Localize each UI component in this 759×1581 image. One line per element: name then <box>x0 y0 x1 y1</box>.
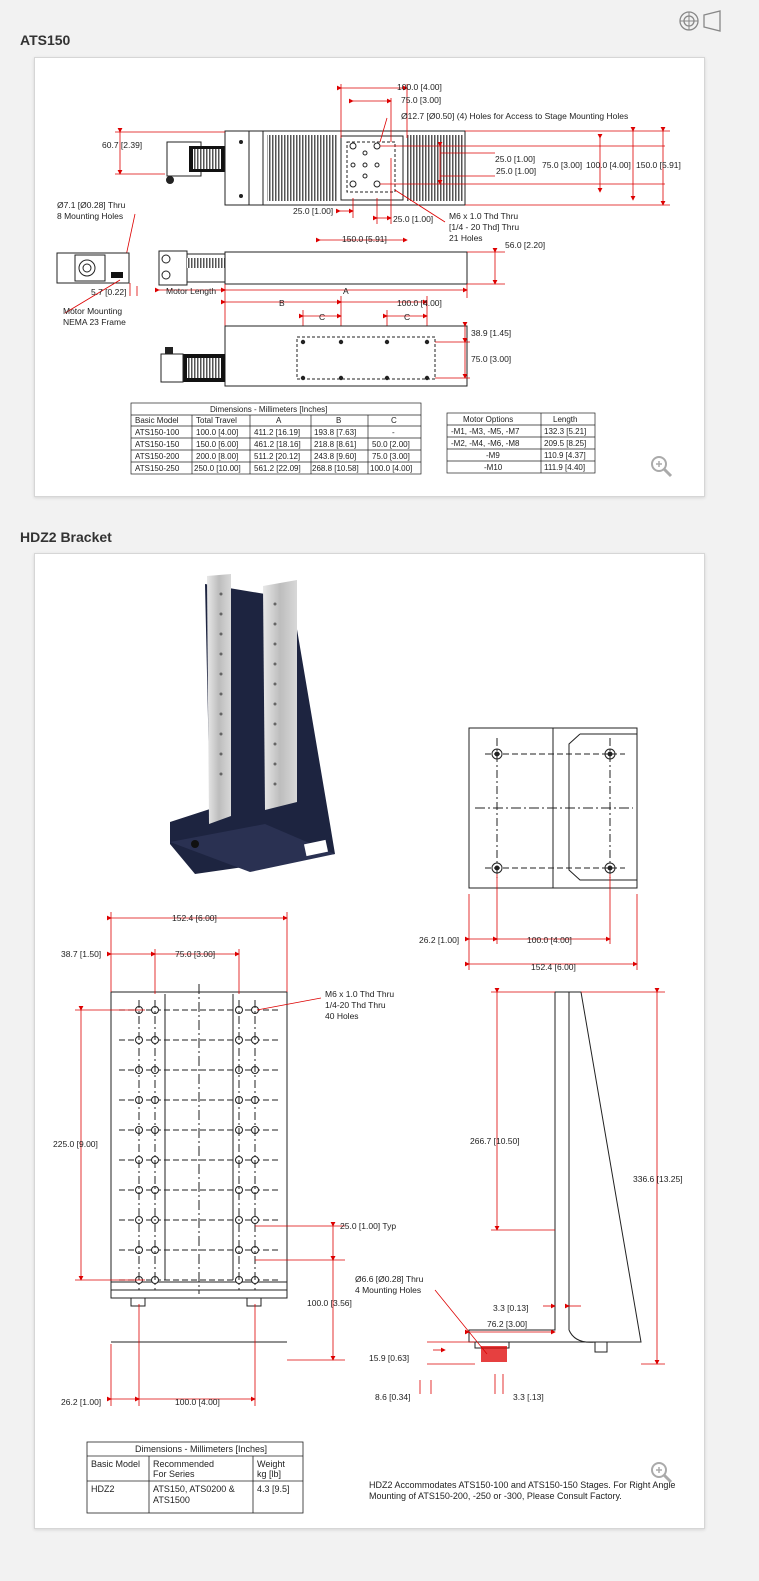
motor-mount-note-1: Motor Mounting <box>63 306 123 316</box>
hdz-m6-note-1: M6 x 1.0 Thd Thru <box>325 989 395 999</box>
table-cell: -M2, -M4, -M6, -M8 <box>451 439 520 448</box>
dim-25b: 25.0 [1.00] <box>496 166 537 176</box>
hdz2-drawing <box>35 554 706 1530</box>
hole-note-2: 8 Mounting Holes <box>57 211 124 221</box>
table-cell: ATS150-200 <box>135 452 180 461</box>
m6-note-3: 21 Holes <box>449 233 483 243</box>
table-cell: -M10 <box>484 463 503 472</box>
table-cell: -M1, -M3, -M5, -M7 <box>451 427 520 436</box>
table-cell: -M9 <box>486 451 500 460</box>
dim-100-356: 100.0 [3.56] <box>307 1298 352 1308</box>
dim-152-right: 152.4 [6.00] <box>531 962 576 972</box>
dim-25-typ: 25.0 [1.00] Typ <box>340 1221 397 1231</box>
dims-table-title: Dimensions - Millimeters [Inches] <box>210 405 328 414</box>
dim-76-2: 76.2 [3.00] <box>487 1319 528 1329</box>
compare-icon[interactable] <box>678 8 728 34</box>
section-title-ats150: ATS150 <box>20 32 71 48</box>
table-cell: 561.2 [22.09] <box>254 464 301 473</box>
table-cell: 100.0 [4.00] <box>370 464 413 473</box>
table-cell: HDZ2 <box>91 1484 115 1494</box>
dim-56: 56.0 [2.20] <box>505 240 546 250</box>
dim-26-2-bottom: 26.2 [1.00] <box>61 1397 102 1407</box>
table-cell: ATS150-150 <box>135 440 180 449</box>
table-cell: ATS1500 <box>153 1495 190 1505</box>
table-cell: 193.8 [7.63] <box>314 428 357 437</box>
zoom-icon[interactable] <box>649 454 675 480</box>
dim-25c: 25.0 [1.00] <box>293 206 334 216</box>
dim-8-6: 8.6 [0.34] <box>375 1392 411 1402</box>
table-cell: 50.0 [2.00] <box>372 440 410 449</box>
hole-note-1: Ø7.1 [Ø0.28] Thru <box>57 200 126 210</box>
dim-3-3: 3.3 [0.13] <box>493 1303 529 1313</box>
table-cell: 110.9 [4.37] <box>544 451 586 460</box>
table-cell: 100.0 [4.00] <box>196 428 239 437</box>
table-cell: 209.5 [8.25] <box>544 439 587 448</box>
table-cell: 75.0 [3.00] <box>372 452 410 461</box>
table-cell: 461.2 [18.16] <box>254 440 301 449</box>
dim-75c: 75.0 [3.00] <box>471 354 512 364</box>
hdz2-top-view <box>469 728 637 888</box>
dim-75: 75.0 [3.00] <box>401 95 442 105</box>
hdz2-header-weight-1: Weight <box>257 1459 285 1469</box>
table-cell: 511.2 [20.12] <box>254 452 301 461</box>
table-cell: 250.0 [10.00] <box>194 464 241 473</box>
m6-note-1: M6 x 1.0 Thd Thru <box>449 211 519 221</box>
dim-3-3b: 3.3 [.13] <box>513 1392 544 1402</box>
table-cell: - <box>392 428 395 437</box>
hdz2-photo <box>170 574 335 874</box>
motor-header-length: Length <box>553 415 578 424</box>
table-cell: 4.3 [9.5] <box>257 1484 290 1494</box>
holes-note: Ø12.7 [Ø0.50] (4) Holes for Access to Stage Mounting Holes <box>401 111 629 121</box>
dim-c1: C <box>319 312 326 322</box>
hdz-m6-note-3: 40 Holes <box>325 1011 359 1021</box>
dims-header-c: C <box>391 416 397 425</box>
dim-150b: 150.0 [5.91] <box>342 234 387 244</box>
dim-60-7: 60.7 [2.39] <box>102 140 143 150</box>
table-cell: 132.3 [5.21] <box>544 427 587 436</box>
hdz2-header-model: Basic Model <box>91 1459 141 1469</box>
table-cell: 218.8 [8.61] <box>314 440 357 449</box>
ats150-side-view <box>57 251 467 285</box>
table-cell: 268.8 [10.58] <box>312 464 359 473</box>
dim-100b: 100.0 [4.00] <box>586 160 631 170</box>
dim-266-7: 266.7 [10.50] <box>470 1136 520 1146</box>
dim-c2: C <box>404 312 411 322</box>
dims-header-a: A <box>276 416 282 425</box>
motor-mount-note-2: NEMA 23 Frame <box>63 317 126 327</box>
table-cell: 411.2 [16.19] <box>254 428 301 437</box>
dim-100c: 100.0 [4.00] <box>397 298 442 308</box>
table-cell: 150.0 [6.00] <box>196 440 239 449</box>
hdz2-note: HDZ2 Accommodates ATS150-100 and ATS150-150 Stages. For Right Angle Mounting of ATS150-200, -250 or -300, Please Consult Factory. <box>369 1480 676 1501</box>
table-cell: 111.9 [4.40] <box>544 463 586 472</box>
dim-25a: 25.0 [1.00] <box>495 154 536 164</box>
hdz-m6-note-2: 1/4-20 Thd Thru <box>325 1000 386 1010</box>
table-cell: ATS150-100 <box>135 428 180 437</box>
dim-b: B <box>279 298 285 308</box>
dim-38-9: 38.9 [1.45] <box>471 328 512 338</box>
dim-336-6: 336.6 [13.25] <box>633 1174 683 1184</box>
hdz-hole-note-1: Ø6.6 [Ø0.28] Thru <box>355 1274 424 1284</box>
dim-152-top: 152.4 [6.00] <box>172 913 217 923</box>
hdz2-table-title: Dimensions - Millimeters [Inches] <box>135 1444 268 1454</box>
dim-15-9: 15.9 [0.63] <box>369 1353 410 1363</box>
dim-100-right: 100.0 [4.00] <box>527 935 572 945</box>
hdz2-header-weight-2: kg [lb] <box>257 1469 282 1479</box>
hdz2-drawing-panel <box>34 553 705 1529</box>
table-cell: 243.8 [9.60] <box>314 452 357 461</box>
motor-length-label: Motor Length <box>166 286 217 296</box>
ats150-bottom-view <box>161 326 467 386</box>
dim-26-2-right: 26.2 [1.00] <box>419 935 460 945</box>
dim-225: 225.0 [9.00] <box>53 1139 98 1149</box>
dim-100: 100.0 [4.00] <box>397 82 442 92</box>
hdz2-side-view <box>469 992 641 1352</box>
ats150-top-view <box>166 131 465 205</box>
dim-5-7: 5.7 [0.22] <box>91 287 127 297</box>
hdz2-hole-section <box>481 1346 507 1362</box>
dim-25d: 25.0 [1.00] <box>393 214 434 224</box>
dim-75b: 75.0 [3.00] <box>542 160 583 170</box>
table-cell: 200.0 [8.00] <box>196 452 239 461</box>
dim-100-bottom: 100.0 [4.00] <box>175 1397 220 1407</box>
hdz2-header-series-1: Recommended <box>153 1459 215 1469</box>
ats150-drawing <box>35 58 706 498</box>
dim-150: 150.0 [5.91] <box>636 160 681 170</box>
motor-header-options: Motor Options <box>463 415 514 424</box>
table-cell: ATS150-250 <box>135 464 180 473</box>
dim-a: A <box>343 286 349 296</box>
hdz2-header-series-2: For Series <box>153 1469 195 1479</box>
table-cell: ATS150, ATS0200 & <box>153 1484 235 1494</box>
dim-75-hdz: 75.0 [3.00] <box>175 949 216 959</box>
zoom-icon[interactable] <box>649 1460 675 1486</box>
dims-header-b: B <box>336 416 342 425</box>
dim-38-7: 38.7 [1.50] <box>61 949 102 959</box>
ats150-drawing-panel <box>34 57 705 497</box>
dims-header-travel: Total Travel <box>196 416 237 425</box>
section-title-hdz2: HDZ2 Bracket <box>20 529 112 545</box>
m6-note-2: [1/4 - 20 Thd] Thru <box>449 222 520 232</box>
hdz-hole-note-2: 4 Mounting Holes <box>355 1285 422 1295</box>
dims-header-model: Basic Model <box>135 416 179 425</box>
